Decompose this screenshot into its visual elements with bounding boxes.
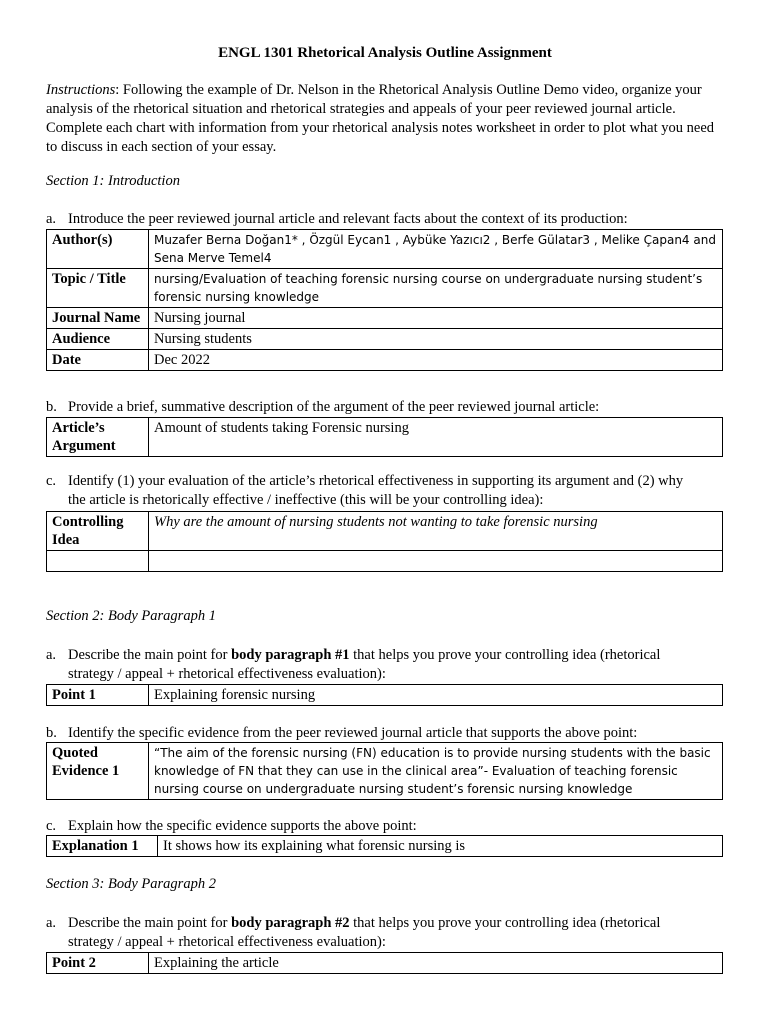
table-row <box>47 685 723 706</box>
row-label: Article’s Argument <box>47 418 149 457</box>
section-1-heading: Section 1: Introduction <box>46 173 180 189</box>
prompt-letter: a. <box>46 211 57 227</box>
section-2-prompt-a <box>46 646 724 684</box>
section-2-prompt-b <box>46 724 724 743</box>
table-row <box>47 269 723 308</box>
prompt-text: Describe the main point for <box>68 915 232 931</box>
empty-cell <box>149 551 723 572</box>
evidence-1-table <box>46 742 723 800</box>
prompt-text: Provide a brief, summative description of the argument of the peer reviewed journal article: <box>68 399 600 415</box>
table-row <box>47 308 723 329</box>
context-table <box>46 229 723 371</box>
row-label: Journal Name <box>47 308 149 329</box>
row-value: Dec 2022 <box>149 350 723 371</box>
section-2-prompt-c <box>46 817 724 836</box>
row-value: Why are the amount of nursing students not wanting to take forensic nursing <box>149 512 723 551</box>
prompt-text: Explain how the specific evidence supports the above point: <box>68 818 417 834</box>
row-value: Explaining the article <box>149 953 723 974</box>
section-3-prompt-a <box>46 914 724 952</box>
prompt-emphasis: body paragraph #2 <box>231 915 350 931</box>
table-row <box>47 230 723 269</box>
section-1-prompt-a <box>46 210 724 229</box>
row-value: Explaining forensic nursing <box>149 685 723 706</box>
argument-table <box>46 417 723 457</box>
row-label: Audience <box>47 329 149 350</box>
table-row <box>47 418 723 457</box>
row-label: Quoted Evidence 1 <box>47 743 149 800</box>
prompt-letter: b. <box>46 399 57 415</box>
prompt-emphasis: body paragraph #1 <box>231 647 350 663</box>
point-2-table <box>46 952 723 974</box>
table-row <box>47 836 723 857</box>
row-value: Muzafer Berna Doğan1* , Özgül Eycan1 , Aybüke Yazıcı2 , Berfe Gülatar3 , Melike Çapan4 and Sena Merve Temel4 <box>149 230 723 269</box>
prompt-text: Describe the main point for <box>68 647 232 663</box>
prompt-letter: b. <box>46 725 57 741</box>
row-label: Controlling Idea <box>47 512 149 551</box>
instructions-paragraph <box>46 81 724 157</box>
empty-cell <box>47 551 149 572</box>
point-1-table <box>46 684 723 706</box>
prompt-text-continued: strategy / appeal + rhetorical effectiveness evaluation): <box>68 934 386 950</box>
instructions-label: Instructions <box>46 82 116 98</box>
section-2-heading: Section 2: Body Paragraph 1 <box>46 608 216 624</box>
row-label: Author(s) <box>47 230 149 269</box>
prompt-text: that helps you prove your controlling idea (rhetorical <box>349 647 661 663</box>
row-value: “The aim of the forensic nursing (FN) education is to provide nursing students with the basic knowledge of FN that they can use in the clinical area”- Evaluation of teaching forensic nursing course on undergraduate nursing student’s forensic nursing knowledge <box>149 743 723 800</box>
row-value: Nursing students <box>149 329 723 350</box>
table-row <box>47 329 723 350</box>
prompt-letter: a. <box>46 647 57 663</box>
table-row <box>47 551 723 572</box>
section-3-heading: Section 3: Body Paragraph 2 <box>46 876 216 892</box>
section-1-prompt-c <box>46 472 724 510</box>
row-value: Amount of students taking Forensic nursing <box>149 418 723 457</box>
prompt-text: Identify the specific evidence from the peer reviewed journal article that supports the above point: <box>68 725 638 741</box>
explanation-1-table <box>46 835 723 857</box>
table-row <box>47 743 723 800</box>
row-value: nursing/Evaluation of teaching forensic nursing course on undergraduate nursing student’s forensic nursing knowledge <box>149 269 723 308</box>
prompt-letter: a. <box>46 915 57 931</box>
row-label: Date <box>47 350 149 371</box>
row-label: Explanation 1 <box>47 836 158 857</box>
controlling-idea-table <box>46 511 723 572</box>
prompt-text-continued: strategy / appeal + rhetorical effectiveness evaluation): <box>68 666 386 682</box>
prompt-text-continued: the article is rhetorically effective / ineffective (this will be your controlling idea): <box>68 492 544 508</box>
table-row <box>47 512 723 551</box>
prompt-text: that helps you prove your controlling idea (rhetorical <box>349 915 661 931</box>
page-title: ENGL 1301 Rhetorical Analysis Outline Assignment <box>218 45 552 61</box>
prompt-letter: c. <box>46 473 57 489</box>
instructions-text: : Following the example of Dr. Nelson in the Rhetorical Analysis Outline Demo video, organize your analysis of the rhetorical situation and rhetorical strategies and appeals of your peer reviewed journal article. Complete each chart with information from your rhetorical analysis notes worksheet in order to plot what you need to discuss in each section of your essay. <box>46 82 715 155</box>
section-1-prompt-b <box>46 398 724 417</box>
table-row <box>47 350 723 371</box>
prompt-letter: c. <box>46 818 57 834</box>
row-label: Point 1 <box>47 685 149 706</box>
table-row <box>47 953 723 974</box>
row-label: Topic / Title <box>47 269 149 308</box>
prompt-text: Identify (1) your evaluation of the article’s rhetorical effectiveness in supporting its argument and (2) why <box>68 473 684 489</box>
prompt-text: Introduce the peer reviewed journal article and relevant facts about the context of its production: <box>68 211 628 227</box>
row-value: Nursing journal <box>149 308 723 329</box>
row-value: It shows how its explaining what forensic nursing is <box>158 836 723 857</box>
row-label: Point 2 <box>47 953 149 974</box>
